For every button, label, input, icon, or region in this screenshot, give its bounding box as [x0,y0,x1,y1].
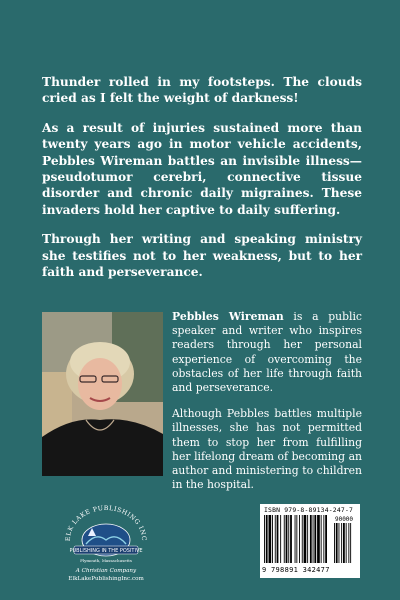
author-photo [42,312,163,476]
blurb-paragraph-ministry: Through her writing and speaking ministry she testifies not to her weakness, but to her faith and perseverance. [42,232,362,280]
barcode-bar [310,515,312,563]
barcode-bar [302,515,303,563]
cover-blurb [42,74,362,293]
barcode-bar [272,515,273,563]
author-bio [172,310,362,504]
barcode-bar [295,515,296,563]
barcode-addon-bar [343,523,345,563]
barcode-addon-bar [336,523,338,563]
barcode-addon-bar [346,523,347,563]
isbn-barcode [260,504,360,578]
barcode-bar [325,515,327,563]
ean-digits: 9 798891 342477 [262,566,330,574]
barcode-bar [290,515,292,563]
barcode-addon-bar [339,523,340,563]
barcode-bar [313,515,314,563]
bio-intro-text: is a public speaker and writer who inspires readers through her personal experience of overcoming the obstacles of her life through faith and perseverance. [172,310,362,395]
barcode-bar [280,515,281,563]
barcode-bar [277,515,279,563]
barcode-addon-bar [341,523,342,563]
barcode-addon-number: 90000 [334,516,354,523]
barcode-bar [286,515,288,563]
author-name: Pebbles Wireman [172,310,284,323]
barcode-bar [275,515,276,563]
publisher-location: Plymouth, Massachusetts [80,558,132,563]
barcode-bar [266,515,268,563]
barcode-bar [304,515,307,563]
barcode-bar [317,515,320,563]
barcode-bar [269,515,272,563]
bio-paragraph-intro [172,310,362,395]
blurb-paragraph-illness: As a result of injuries sustained more than twenty years ago in motor vehicle accidents, Pebbles Wireman battles an invisible illness—pseudotumor cerebri, connective tissue disorder and chronic daily migraines. These invaders hold her captive to daily suffering. [42,120,362,217]
publisher-logo [58,496,154,586]
barcode-addon-bar [350,523,351,563]
barcode-bar [288,515,289,563]
isbn-number: ISBN 979-8-89134-247-7 [264,506,354,514]
barcode-bar [321,515,322,563]
barcode-bar [307,515,308,563]
barcode-bar [314,515,316,563]
barcode-bar [264,515,265,563]
publisher-banner: PUBLISHING IN THE POSITIVE [69,548,143,554]
barcode-bar [299,515,300,563]
bio-paragraph-illness: Although Pebbles battles multiple illnesses, she has not permitted them to stop her from fulfilling her lifelong dream of becoming an author and ministering to children in the hospital. [172,407,362,492]
blurb-quote: Thunder rolled in my footsteps. The clouds cried as I felt the weight of darkness! [42,75,362,106]
publisher-tagline: A Christian Company [75,568,137,574]
barcode-bar [284,515,285,563]
barcode-addon-bar [348,523,349,563]
barcode-bar [296,515,297,563]
barcode-addon-bar [334,523,335,563]
barcode-bars [264,515,356,566]
publisher-name: ELK LAKE PUBLISHING INC [64,504,148,542]
barcode-bar [323,515,324,563]
publisher-url: ElkLakePublishingInc.com [68,576,144,582]
